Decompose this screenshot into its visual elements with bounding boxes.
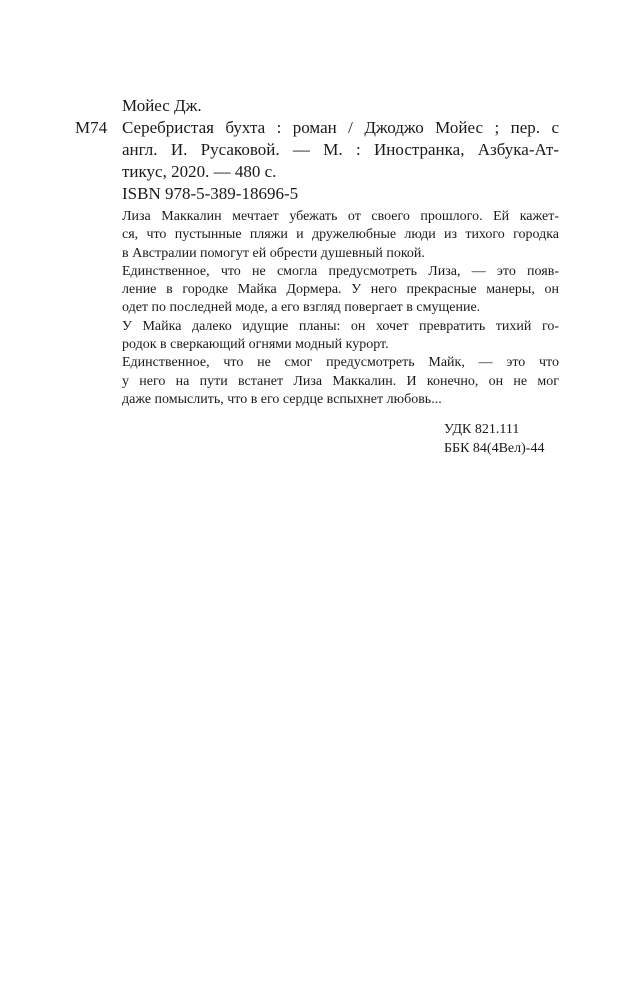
isbn: ISBN 978-5-389-18696-5 [122, 184, 299, 203]
annotation [122, 208, 559, 409]
annotation-line: у него на пути встанет Лиза Маккалин. И конечно, он не мог [122, 373, 559, 389]
annotation-line: даже помыслить, что в его сердце вспыхнет любовь... [122, 391, 442, 407]
bibliographic-line: англ. И. Русаковой. — М. : Иностранка, Азбука-Ат- [122, 140, 559, 159]
annotation-line: У Майка далеко идущие планы: он хочет превратить тихий го- [122, 318, 559, 334]
bbk-index: ББК 84(4Вел)-44 [444, 441, 545, 456]
annotation-line: Единственное, что не смог предусмотреть Майк, — это что [122, 355, 559, 371]
annotation-line: ление в городке Майка Дормера. У него прекрасные манеры, он [122, 282, 559, 298]
annotation-line: ся, что пустынные пляжи и дружелюбные люди из тихого городка [122, 227, 559, 243]
udk-index: УДК 821.111 [444, 422, 520, 437]
annotation-line: родок в сверкающий огнями модный курорт. [122, 337, 389, 353]
author-sign: М74 [75, 118, 108, 137]
annotation-line: Лиза Маккалин мечтает убежать от своего прошлого. Ей кажет- [122, 209, 559, 224]
annotation-line: Единственное, что не смогла предусмотреть Лиза, — это появ- [122, 263, 559, 279]
classification-indexes [444, 420, 544, 458]
bibliographic-line: Серебристая бухта : роман / Джоджо Мойес ; пер. с [122, 118, 559, 137]
annotation-line: одет по последней моде, а его взгляд повергает в смущение. [122, 300, 481, 316]
annotation-line: в Австралии помогут ей обрести душевный покой. [122, 245, 425, 261]
bibliographic-line: тикус, 2020. — 480 с. [122, 162, 277, 181]
author-heading: Мойес Дж. [122, 96, 202, 115]
bibliographic-description [122, 117, 559, 183]
